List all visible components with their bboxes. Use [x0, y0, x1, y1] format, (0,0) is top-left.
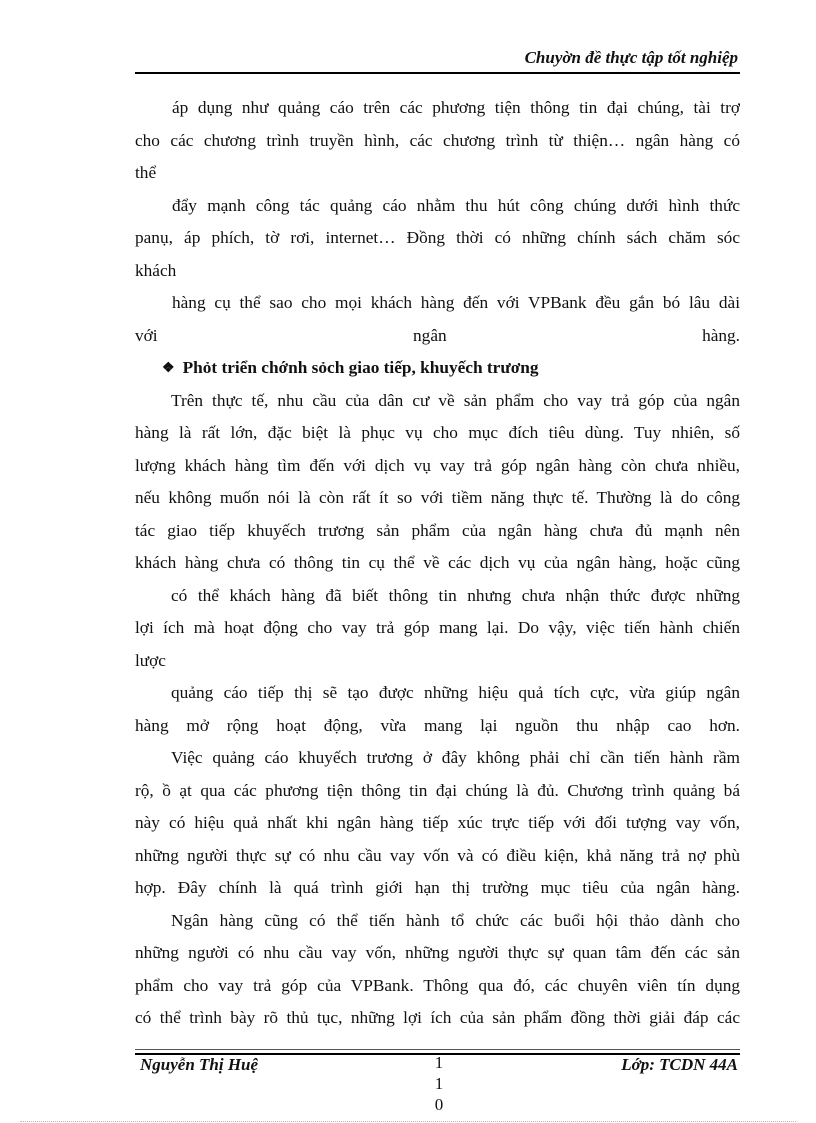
body-line: này có hiệu quả nhất khi ngân hàng tiếp xúc trực tiếp với đối tượng vay vốn,	[135, 813, 740, 832]
body-line: những người có nhu cầu vay vốn, những người thực sự quan tâm đến các sản	[135, 943, 740, 962]
section-heading-text: Phỏt triển chớnh sỏch giao tiếp, khuyếch trương	[182, 358, 539, 377]
diamond-bullet-icon: ❖	[162, 361, 175, 376]
page-header-title: Chuyờn đề thực tập tốt nghiệp	[524, 48, 738, 67]
body-line: Trên thực tế, nhu cầu của dân cư về sản phẩm cho vay trả góp của ngân	[171, 390, 740, 410]
body-line: tác giao tiếp khuyếch trương sản phẩm của ngân hàng chưa đủ mạnh nên	[135, 520, 740, 540]
body-line: quảng cáo tiếp thị sẽ tạo được những hiệu quả tích cực, vừa giúp ngân	[171, 683, 740, 702]
body-line: những người thực sự có nhu cầu vay vốn và có điều kiện, khả năng trả nợ phù	[135, 845, 740, 865]
section-heading	[135, 352, 740, 385]
footer-rule-thin	[135, 1049, 740, 1050]
page-number-digit: 1	[434, 1053, 444, 1072]
header-rule	[135, 72, 740, 74]
footer-author: Nguyễn Thị Huệ	[140, 1055, 259, 1074]
body-line: rộ, ồ ạt qua các phương tiện thông tin đại chúng là đủ. Chương trình quảng bá	[135, 780, 740, 800]
body-line: khách hàng chưa có thông tin cụ thể về các dịch vụ của ngân hàng, hoặc cũng	[135, 553, 740, 572]
body-line: Việc quảng cáo khuyếch trương ở đây không phải chỉ cần tiến hành rầm	[171, 748, 740, 767]
page-number-digit: 1	[434, 1074, 444, 1093]
body-line: lợi ích mà hoạt động cho vay trả góp mang lại. Do vậy, việc tiến hành chiến	[135, 618, 740, 637]
body-line: cho các chương trình truyền hình, các chương trình từ thiện… ngân hàng có	[135, 130, 740, 150]
footer-class-label: Lớp: TCDN 44A	[621, 1055, 738, 1074]
body-line: hàng mở rộng hoạt động, vừa mang lại nguồn thu nhập cao hơn.	[135, 715, 740, 735]
page-number	[432, 1052, 446, 1115]
body-line: với ngân hàng.	[135, 325, 740, 345]
body-line: đẩy mạnh công tác quảng cáo nhằm thu hút công chúng dưới hình thức	[172, 195, 740, 215]
body-line: hàng là rất lớn, đặc biệt là phục vụ cho mục đích tiêu dùng. Tuy nhiên, số	[135, 423, 740, 442]
body-line: phẩm cho vay trả góp của VPBank. Thông qua đó, các chuyên viên tín dụng	[135, 975, 740, 995]
page-number-digit: 0	[434, 1095, 444, 1114]
body-line: có thể khách hàng đã biết thông tin nhưng chưa nhận thức được những	[171, 585, 740, 605]
body-line: thể	[135, 163, 157, 182]
body-line: nếu không muốn nói là còn rất ít so với tiềm năng thực tế. Thường là do công	[135, 488, 740, 507]
body-line: Ngân hàng cũng có thể tiến hành tổ chức các buổi hội thảo dành cho	[171, 910, 740, 930]
body-line: hàng cụ thể sao cho mọi khách hàng đến với VPBank đều gắn bó lâu dài	[172, 293, 740, 312]
body-line: khách	[135, 260, 177, 280]
body-line: hợp. Đây chính là quá trình giới hạn thị trường mục tiêu của ngân hàng.	[135, 878, 740, 897]
body-line: lượng khách hàng tìm đến với dịch vụ vay trả góp ngân hàng còn chưa nhiều,	[135, 455, 740, 475]
page-bottom-border	[20, 1121, 796, 1122]
body-line: áp dụng như quảng cáo trên các phương tiện thông tin đại chúng, tài trợ	[172, 98, 740, 117]
body-line: lược	[135, 650, 166, 670]
document-body	[135, 92, 740, 1035]
body-line: panụ, áp phích, tờ rơi, internet… Đồng thời có những chính sách chăm sóc	[135, 228, 740, 247]
body-line: có thể trình bày rõ thủ tục, những lợi ích của sản phẩm đồng thời giải đáp các	[135, 1008, 740, 1027]
